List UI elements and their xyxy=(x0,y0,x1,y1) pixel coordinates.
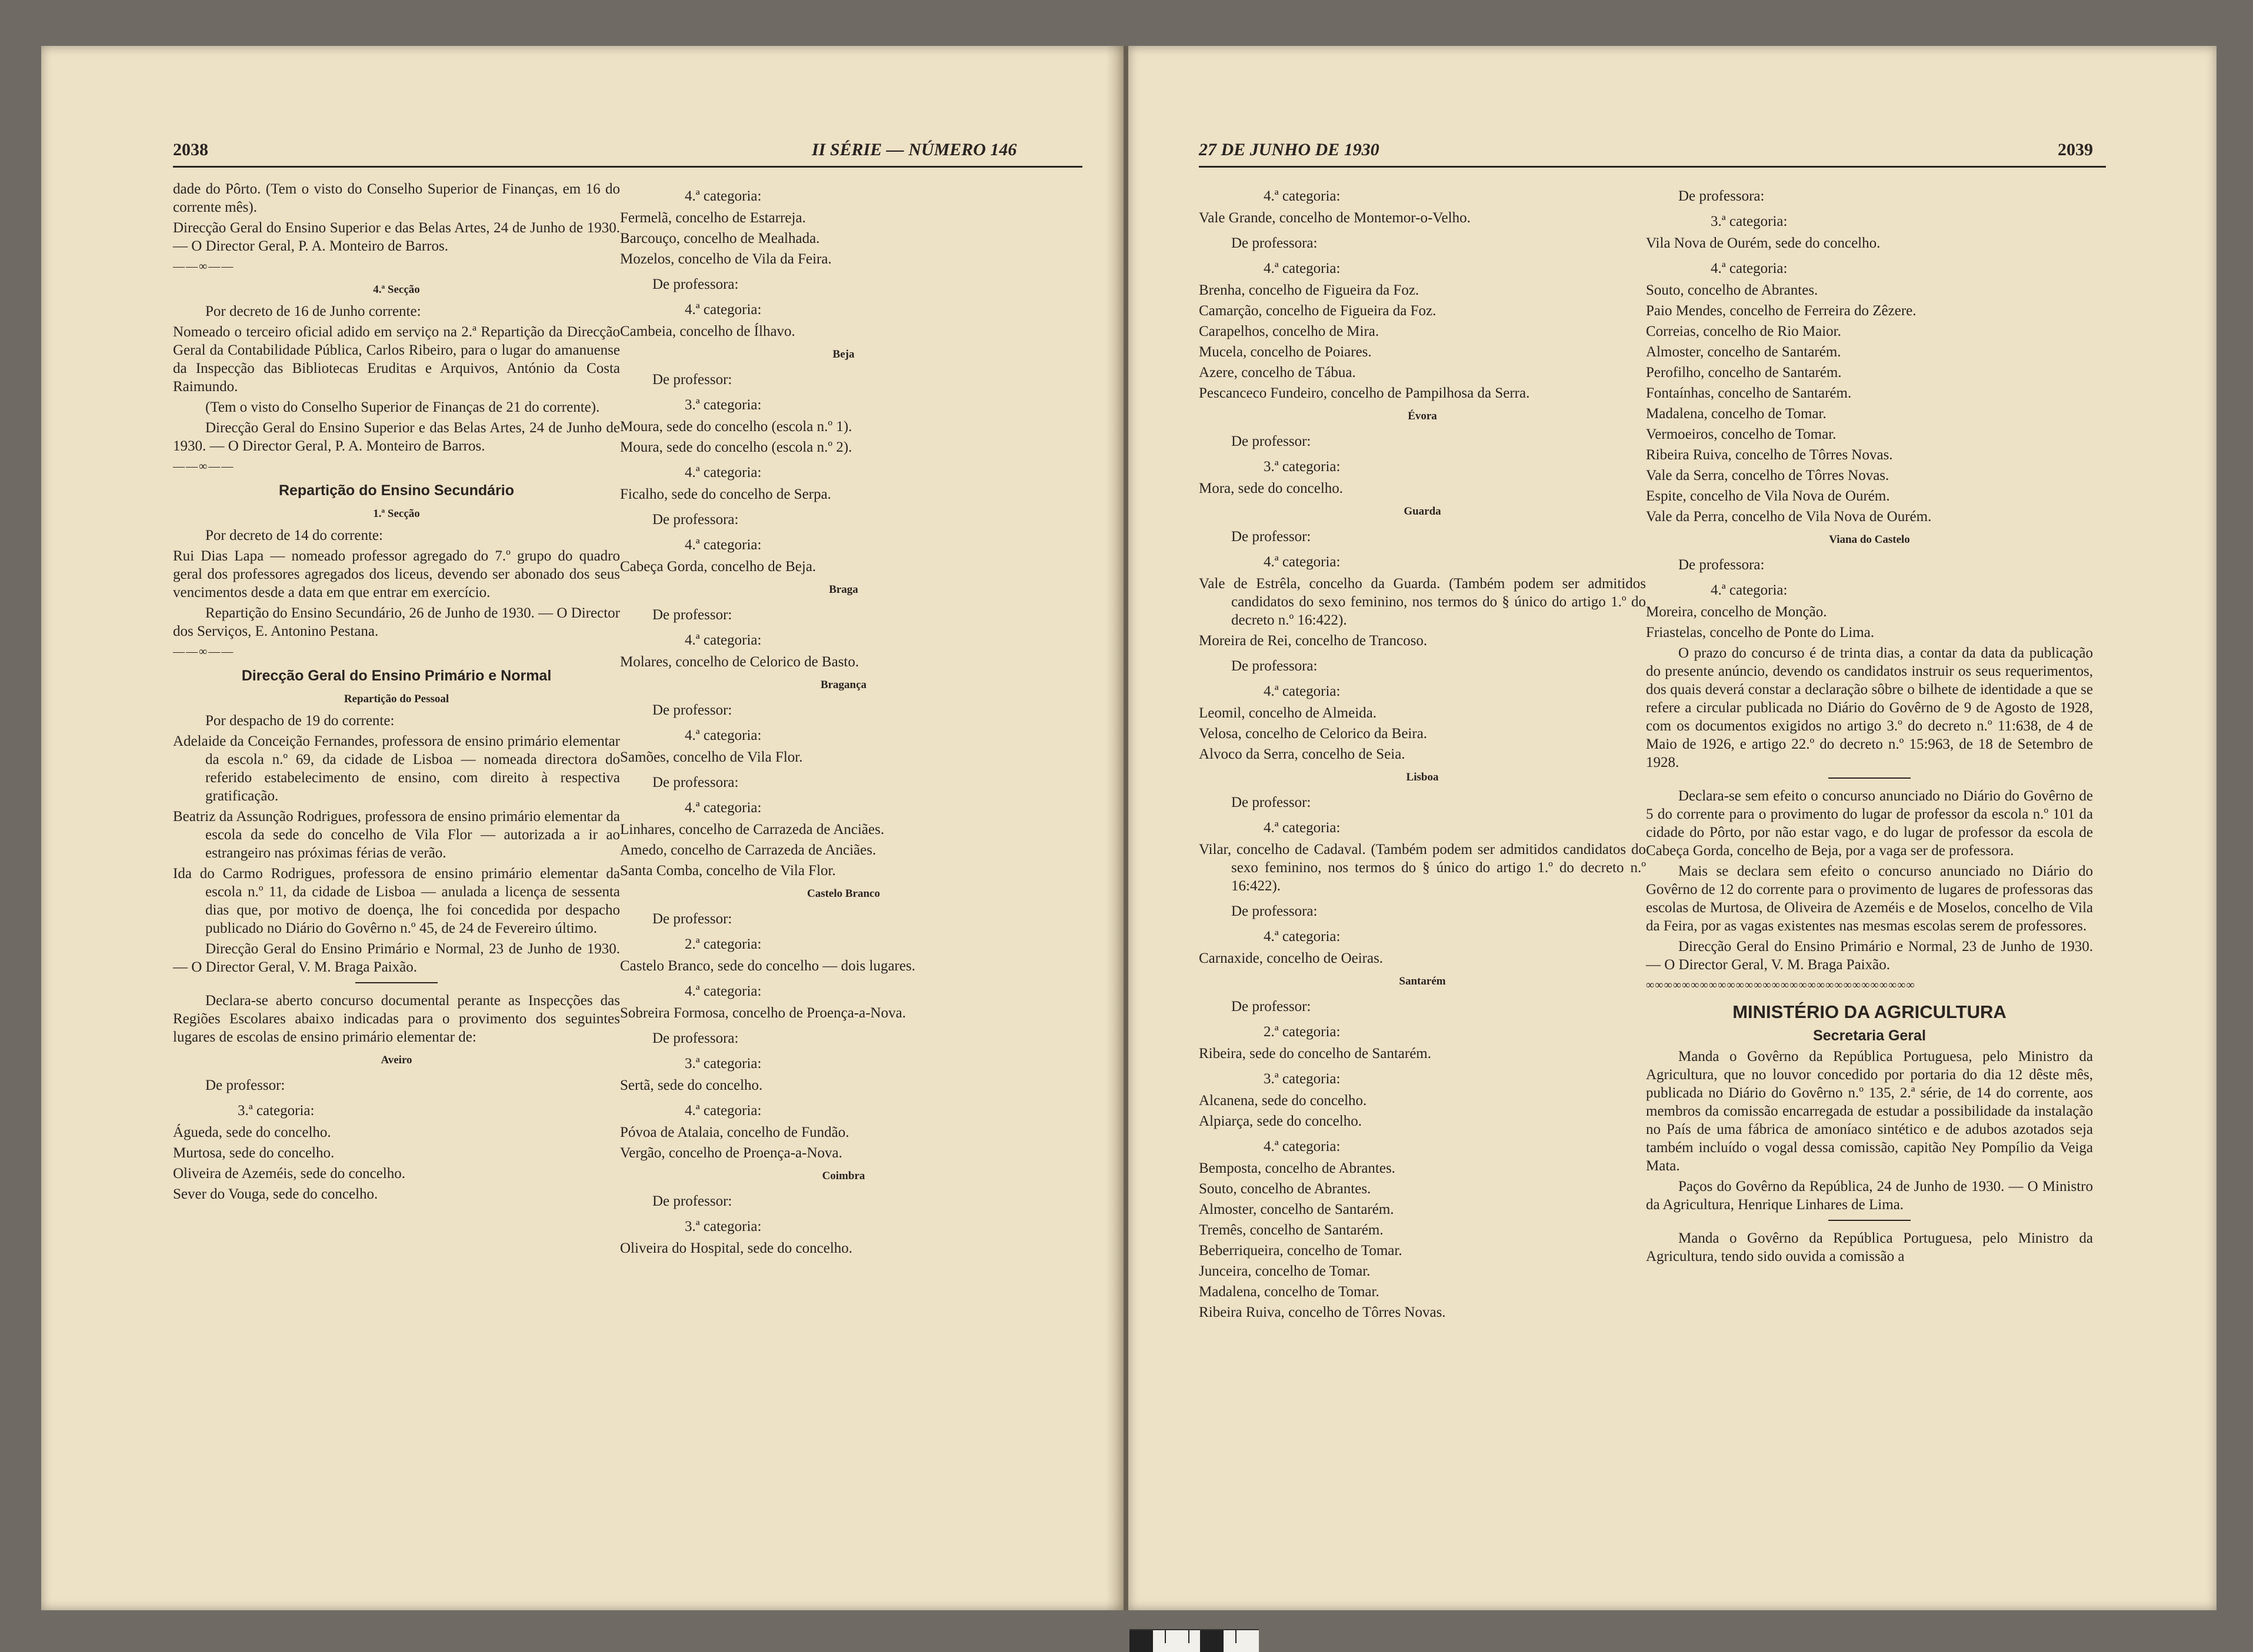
subheading: Coimbra xyxy=(822,1170,865,1182)
teacher-label: De professor: xyxy=(652,911,732,927)
category-label: 4.ª categoria: xyxy=(685,727,762,743)
paragraph: Fontaínhas, concelho de Santarém. xyxy=(1646,385,1852,401)
paragraph: Camarção, concelho de Figueira da Foz. xyxy=(1199,303,1437,319)
paragraph: Mora, sede do concelho. xyxy=(1199,480,1344,496)
paragraph: Moreira de Rei, concelho de Trancoso. xyxy=(1199,633,1428,649)
paragraph: Friastelas, concelho de Ponte do Lima. xyxy=(1646,625,1875,640)
teacher-label: De professor: xyxy=(1231,795,1311,810)
paragraph: Carapelhos, concelho de Mira. xyxy=(1199,323,1379,339)
paragraph: Declara-se sem efeito o concurso anunciado no Diário do Govêrno de 5 do corrente para o provimento do lugar de professor da escola n.º 101 da cidade do Pôrto, por não estar vago, e do lugar de professor da escola de Cabeça Gorda, concelho de Beja, por a vaga ser de professora. xyxy=(1646,788,2093,859)
paragraph: Sertã, sede do concelho. xyxy=(620,1077,763,1093)
teacher-label: De professor: xyxy=(205,1077,285,1093)
paragraph: Paio Mendes, concelho de Ferreira do Zêzere. xyxy=(1646,303,1917,319)
paragraph: Póvoa de Atalaia, concelho de Fundão. xyxy=(620,1124,849,1140)
teacher-label: De professor: xyxy=(1231,529,1311,545)
ornament: ——∞—— xyxy=(173,645,235,658)
separator-rule xyxy=(1828,1220,1911,1221)
teacher-label: De professora: xyxy=(1231,903,1318,919)
category-label: 4.ª categoria: xyxy=(685,302,762,318)
category-label: 4.ª categoria: xyxy=(685,1103,762,1119)
category-label: 4.ª categoria: xyxy=(1264,261,1341,276)
right-header-rule xyxy=(1199,166,2106,168)
entry: Adelaide da Conceição Fernandes, professora de ensino primário elementar da escola n.º 69, da cidade de Lisboa — nomeada directora do referido estabelecimento de ensino, com direito à respectiva gratificação. xyxy=(173,733,620,804)
paragraph: Rui Dias Lapa — nomeado professor agregado do 7.º grupo do quadro geral dos professores agregados dos liceus, devendo ser abonado dos seus vencimentos desde a data em que entrar em exercício. xyxy=(173,548,620,600)
paragraph: Velosa, concelho de Celorico da Beira. xyxy=(1199,726,1428,742)
left-column-1 xyxy=(173,180,620,1206)
ornament: ——∞—— xyxy=(173,260,235,273)
entry: Vilar, concelho de Cadaval. (Também podem ser admitidos candidatos do sexo feminino, nos termos do § único do artigo 1.º do decreto n.º 16:422). xyxy=(1199,842,1646,894)
subheading: 4.ª Secção xyxy=(373,283,420,296)
section-heading: Direcção Geral do Ensino Primário e Normal xyxy=(241,668,552,684)
subheading: 1.ª Secção xyxy=(373,508,420,520)
teacher-label: De professora: xyxy=(1678,188,1765,204)
paragraph: Vila Nova de Ourém, sede do concelho. xyxy=(1646,235,1881,251)
right-column-2 xyxy=(1646,180,2093,1268)
category-label: 4.ª categoria: xyxy=(1264,554,1341,570)
subheading: Évora xyxy=(1408,410,1437,422)
paragraph: Repartição do Ensino Secundário, 26 de Junho de 1930. — O Director dos Serviços, E. Antonino Pestana. xyxy=(173,605,620,639)
left-page-number: 2038 xyxy=(173,140,208,159)
paragraph: Pescanceco Fundeiro, concelho de Pampilhosa da Serra. xyxy=(1199,385,1530,401)
paragraph: Fermelã, concelho de Estarreja. xyxy=(620,210,806,226)
paragraph: Madalena, concelho de Tomar. xyxy=(1199,1284,1379,1300)
category-label: 4.ª categoria: xyxy=(1264,1139,1341,1154)
paragraph: Vergão, concelho de Proença-a-Nova. xyxy=(620,1145,842,1161)
entry: Vale de Estrêla, concelho da Guarda. (Também podem ser admitidos candidatos do sexo feminino, nos termos do § único do artigo 1.º do decreto n.º 16:422). xyxy=(1199,576,1646,628)
left-series-header: II SÉRIE — NÚMERO 146 xyxy=(812,140,1017,159)
paragraph: Samões, concelho de Vila Flor. xyxy=(620,749,803,765)
subheading: Santarém xyxy=(1399,975,1446,987)
paragraph: Almoster, concelho de Santarém. xyxy=(1646,344,1841,360)
subheading: Castelo Branco xyxy=(806,887,880,900)
scale-ruler xyxy=(1129,1629,1259,1652)
subheading: Beja xyxy=(832,348,855,361)
paragraph: Moura, sede do concelho (escola n.º 2). xyxy=(620,439,852,455)
paragraph: Moreira, concelho de Monção. xyxy=(1646,604,1827,620)
subheading: Bragança xyxy=(820,679,867,691)
paragraph: Oliveira de Azeméis, sede do concelho. xyxy=(173,1166,405,1182)
category-label: 3.ª categoria: xyxy=(685,397,762,413)
paragraph: Oliveira do Hospital, sede do concelho. xyxy=(620,1240,853,1256)
paragraph: Perofilho, concelho de Santarém. xyxy=(1646,365,1842,381)
paragraph: Alcanena, sede do concelho. xyxy=(1199,1093,1367,1109)
left-column-2 xyxy=(620,180,1067,1260)
paragraph: Nomeado o terceiro oficial adido em serviço na 2.ª Repartição da Direcção Geral da Contabilidade Pública, Carlos Ribeiro, para o lugar do amanuense da Inspecção das Bibliotecas Eruditas e Arquivos, António da Costa Raimundo. xyxy=(173,324,620,395)
category-label: 3.ª categoria: xyxy=(685,1219,762,1234)
category-label: 4.ª categoria: xyxy=(685,632,762,648)
paragraph: Barcouço, concelho de Mealhada. xyxy=(620,231,820,246)
paragraph: Mais se declara sem efeito o concurso anunciado no Diário do Govêrno de 12 do corrente para o provimento de lugares de professoras das escolas de Murtosa, de Oliveira de Azeméis e de Moselos, concelho de Vila da Feira, por as vagas existentes nas mesmas escolas serem de professores. xyxy=(1646,863,2093,934)
paragraph: Moura, sede do concelho (escola n.º 1). xyxy=(620,419,852,435)
subheading: Repartição do Pessoal xyxy=(344,693,449,705)
paragraph: Alvoco da Serra, concelho de Seia. xyxy=(1199,746,1405,762)
paragraph: Paços do Govêrno da República, 24 de Junho de 1930. — O Ministro da Agricultura, Henrique Linhares de Lima. xyxy=(1646,1179,2093,1213)
category-label: 4.ª categoria: xyxy=(685,537,762,553)
paragraph: Manda o Govêrno da República Portuguesa, pelo Ministro da Agricultura, tendo sido ouvida a comissão a xyxy=(1646,1230,2093,1264)
paragraph: Direcção Geral do Ensino Superior e das Belas Artes, 24 de Junho de 1930. — O Director Geral, P. A. Monteiro de Barros. xyxy=(173,420,620,454)
teacher-label: De professor: xyxy=(652,702,732,718)
teacher-label: De professor: xyxy=(652,372,732,388)
paragraph: Mucela, concelho de Poiares. xyxy=(1199,344,1372,360)
paragraph: Molares, concelho de Celorico de Basto. xyxy=(620,654,859,670)
paragraph: Amedo, concelho de Carrazeda de Anciães. xyxy=(620,842,876,858)
paragraph: Bemposta, concelho de Abrantes. xyxy=(1199,1160,1395,1176)
paragraph: Manda o Govêrno da República Portuguesa, pelo Ministro da Agricultura, que no louvor concedido por portaria do dia 12 dêste mês, publicada no Diário do Govêrno n.º 135, 2.ª série, de 14 do corrente, aos membros da comissão encarregada de estudar a possibilidade da instalação no País de uma fábrica de amoníaco sintético e de adubos azotados seja também incluído o vogal dessa comissão, capitão Ney Pompílio da Veiga Mata. xyxy=(1646,1049,2093,1174)
paragraph: Murtosa, sede do concelho. xyxy=(173,1145,335,1161)
section-heading: Secretaria Geral xyxy=(1813,1027,1926,1044)
category-label: 4.ª categoria: xyxy=(1264,683,1341,699)
paragraph: Beberriqueira, concelho de Tomar. xyxy=(1199,1243,1402,1259)
paragraph: Direcção Geral do Ensino Primário e Normal, 23 de Junho de 1930. — O Director Geral, V. M. Braga Paixão. xyxy=(173,941,620,975)
paragraph: Castelo Branco, sede do concelho — dois lugares. xyxy=(620,958,915,974)
section-heading: Repartição do Ensino Secundário xyxy=(278,482,515,499)
entry: Ida do Carmo Rodrigues, professora de ensino primário elementar da escola n.º 11, da cidade de Lisboa — anulada a licença de sessenta dias que, por motivo de doença, lhe foi concedida por despacho publicado no Diário do Govêrno n.º 45, de 24 de Fevereiro último. xyxy=(173,866,620,936)
ornament: ——∞—— xyxy=(173,460,235,473)
paragraph: Ficalho, sede do concelho de Serpa. xyxy=(620,486,831,502)
right-column-1 xyxy=(1199,180,1646,1324)
teacher-label: De professora: xyxy=(652,775,739,790)
paragraph: Ribeira Ruiva, concelho de Tôrres Novas. xyxy=(1646,447,1893,463)
paragraph: Brenha, concelho de Figueira da Foz. xyxy=(1199,282,1419,298)
teacher-label: De professora: xyxy=(1678,557,1765,573)
teacher-label: De professora: xyxy=(1231,235,1318,251)
paragraph: Santa Comba, concelho de Vila Flor. xyxy=(620,863,836,879)
paragraph: Vale da Serra, concelho de Tôrres Novas. xyxy=(1646,468,1889,483)
paragraph: Por decreto de 16 de Junho corrente: xyxy=(205,303,421,319)
paragraph: Sever do Vouga, sede do concelho. xyxy=(173,1186,378,1202)
teacher-label: De professor: xyxy=(652,607,732,623)
paragraph: Vale da Perra, concelho de Vila Nova de Ourém. xyxy=(1646,509,1932,525)
paragraph: Águeda, sede do concelho. xyxy=(173,1124,331,1140)
paragraph: Almoster, concelho de Santarém. xyxy=(1199,1202,1394,1217)
paragraph: Espite, concelho de Vila Nova de Ourém. xyxy=(1646,488,1890,504)
category-label: 4.ª categoria: xyxy=(685,188,762,204)
paragraph: Cambeia, concelho de Ílhavo. xyxy=(620,323,795,339)
category-label: 4.ª categoria: xyxy=(1264,820,1341,836)
paragraph: Vermoeiros, concelho de Tomar. xyxy=(1646,426,1837,442)
paragraph: Mozelos, concelho de Vila da Feira. xyxy=(620,251,832,267)
category-label: 3.ª categoria: xyxy=(1711,213,1788,229)
ministry-heading: MINISTÉRIO DA AGRICULTURA xyxy=(1732,1002,2007,1022)
paragraph: Madalena, concelho de Tomar. xyxy=(1646,406,1827,422)
subheading: Guarda xyxy=(1404,505,1441,518)
teacher-label: De professora: xyxy=(652,276,739,292)
paragraph: Leomil, concelho de Almeida. xyxy=(1199,705,1377,721)
category-label: 3.ª categoria: xyxy=(1264,459,1341,475)
category-label: 4.ª categoria: xyxy=(1711,261,1788,276)
category-label: 3.ª categoria: xyxy=(685,1056,762,1072)
paragraph: Ribeira, sede do concelho de Santarém. xyxy=(1199,1046,1431,1062)
right-page-number: 2039 xyxy=(2058,140,2093,159)
paragraph: O prazo do concurso é de trinta dias, a contar da data da publicação do presente anúncio, devendo os candidatos instruir os seus requerimentos, dos quais deverá constar a declaração sôbre o bilhete de identidade a que se refere a circular publicada no Diário do Govêrno de 9 de Agosto de 1928, com os documentos exigidos no artigo 3.º do decreto n.º 11:638, de 4 de Maio de 1926, e artigo 22.º do decreto n.º 15:963, de 18 de Setembro de 1928. xyxy=(1646,645,2093,770)
paragraph: dade do Pôrto. (Tem o visto do Conselho Superior de Finanças, em 16 do corrente mês). xyxy=(173,181,620,215)
teacher-label: De professora: xyxy=(652,1030,739,1046)
subheading: Viana do Castelo xyxy=(1829,533,1910,546)
teacher-label: De professor: xyxy=(1231,999,1311,1014)
category-label: 4.ª categoria: xyxy=(685,983,762,999)
paragraph: Azere, concelho de Tábua. xyxy=(1199,365,1356,381)
category-label: 3.ª categoria: xyxy=(238,1103,315,1119)
category-label: 4.ª categoria: xyxy=(1264,929,1341,945)
paragraph: Alpiarça, sede do concelho. xyxy=(1199,1113,1362,1129)
category-label: 4.ª categoria: xyxy=(1264,188,1341,204)
paragraph: Souto, concelho de Abrantes. xyxy=(1199,1181,1371,1197)
right-page xyxy=(1128,46,2217,1610)
paragraph: Linhares, concelho de Carrazeda de Anciães. xyxy=(620,822,885,837)
subheading: Lisboa xyxy=(1406,771,1439,783)
paragraph: Vale Grande, concelho de Montemor-o-Velho. xyxy=(1199,210,1471,226)
paragraph: Por decreto de 14 do corrente: xyxy=(205,528,383,543)
paragraph: Junceira, concelho de Tomar. xyxy=(1199,1263,1371,1279)
separator-rule xyxy=(355,982,438,983)
paragraph: Souto, concelho de Abrantes. xyxy=(1646,282,1818,298)
paragraph: Tremês, concelho de Santarém. xyxy=(1199,1222,1384,1238)
paragraph: Correias, concelho de Rio Maior. xyxy=(1646,323,1841,339)
teacher-label: De professor: xyxy=(1231,433,1311,449)
paragraph: (Tem o visto do Conselho Superior de Finanças de 21 do corrente). xyxy=(205,399,600,415)
paragraph: Sobreira Formosa, concelho de Proença-a-Nova. xyxy=(620,1005,906,1021)
paragraph: Cabeça Gorda, concelho de Beja. xyxy=(620,559,816,575)
category-label: 4.ª categoria: xyxy=(685,465,762,480)
left-header-rule xyxy=(173,166,1082,168)
ornament-chain: ∞∞∞∞∞∞∞∞∞∞∞∞∞∞∞∞∞∞∞∞∞∞∞∞∞∞∞∞∞∞ xyxy=(1646,979,1915,992)
category-label: 4.ª categoria: xyxy=(685,800,762,816)
separator-rule xyxy=(1828,777,1911,779)
right-date-header: 27 DE JUNHO DE 1930 xyxy=(1199,140,1379,159)
paragraph: Ribeira Ruiva, concelho de Tôrres Novas. xyxy=(1199,1304,1446,1320)
paragraph: Carnaxide, concelho de Oeiras. xyxy=(1199,950,1384,966)
teacher-label: De professora: xyxy=(652,512,739,528)
paragraph: Direcção Geral do Ensino Primário e Normal, 23 de Junho de 1930. — O Director Geral, V. M. Braga Paixão. xyxy=(1646,939,2093,973)
left-page xyxy=(41,46,1124,1610)
category-label: 3.ª categoria: xyxy=(1264,1071,1341,1087)
entry: Beatriz da Assunção Rodrigues, professora de ensino primário elementar da escola da sede do concelho de Vila Flor — autorizada a ir ao estrangeiro nas próximas férias de verão. xyxy=(173,809,620,861)
teacher-label: De professora: xyxy=(1231,658,1318,674)
paragraph: Declara-se aberto concurso documental perante as Inspecções das Regiões Escolares abaixo indicadas para o provimento dos seguintes lugares de escolas de ensino primário elementar de: xyxy=(173,993,620,1045)
category-label: 4.ª categoria: xyxy=(1711,582,1788,598)
category-label: 2.ª categoria: xyxy=(1264,1024,1341,1040)
paragraph: Direcção Geral do Ensino Superior e das Belas Artes, 24 de Junho de 1930. — O Director Geral, P. A. Monteiro de Barros. xyxy=(173,220,620,254)
subheading: Braga xyxy=(829,583,858,596)
category-label: 2.ª categoria: xyxy=(685,936,762,952)
subheading: Aveiro xyxy=(381,1054,412,1066)
paragraph: Por despacho de 19 do corrente: xyxy=(205,713,395,729)
teacher-label: De professor: xyxy=(652,1193,732,1209)
